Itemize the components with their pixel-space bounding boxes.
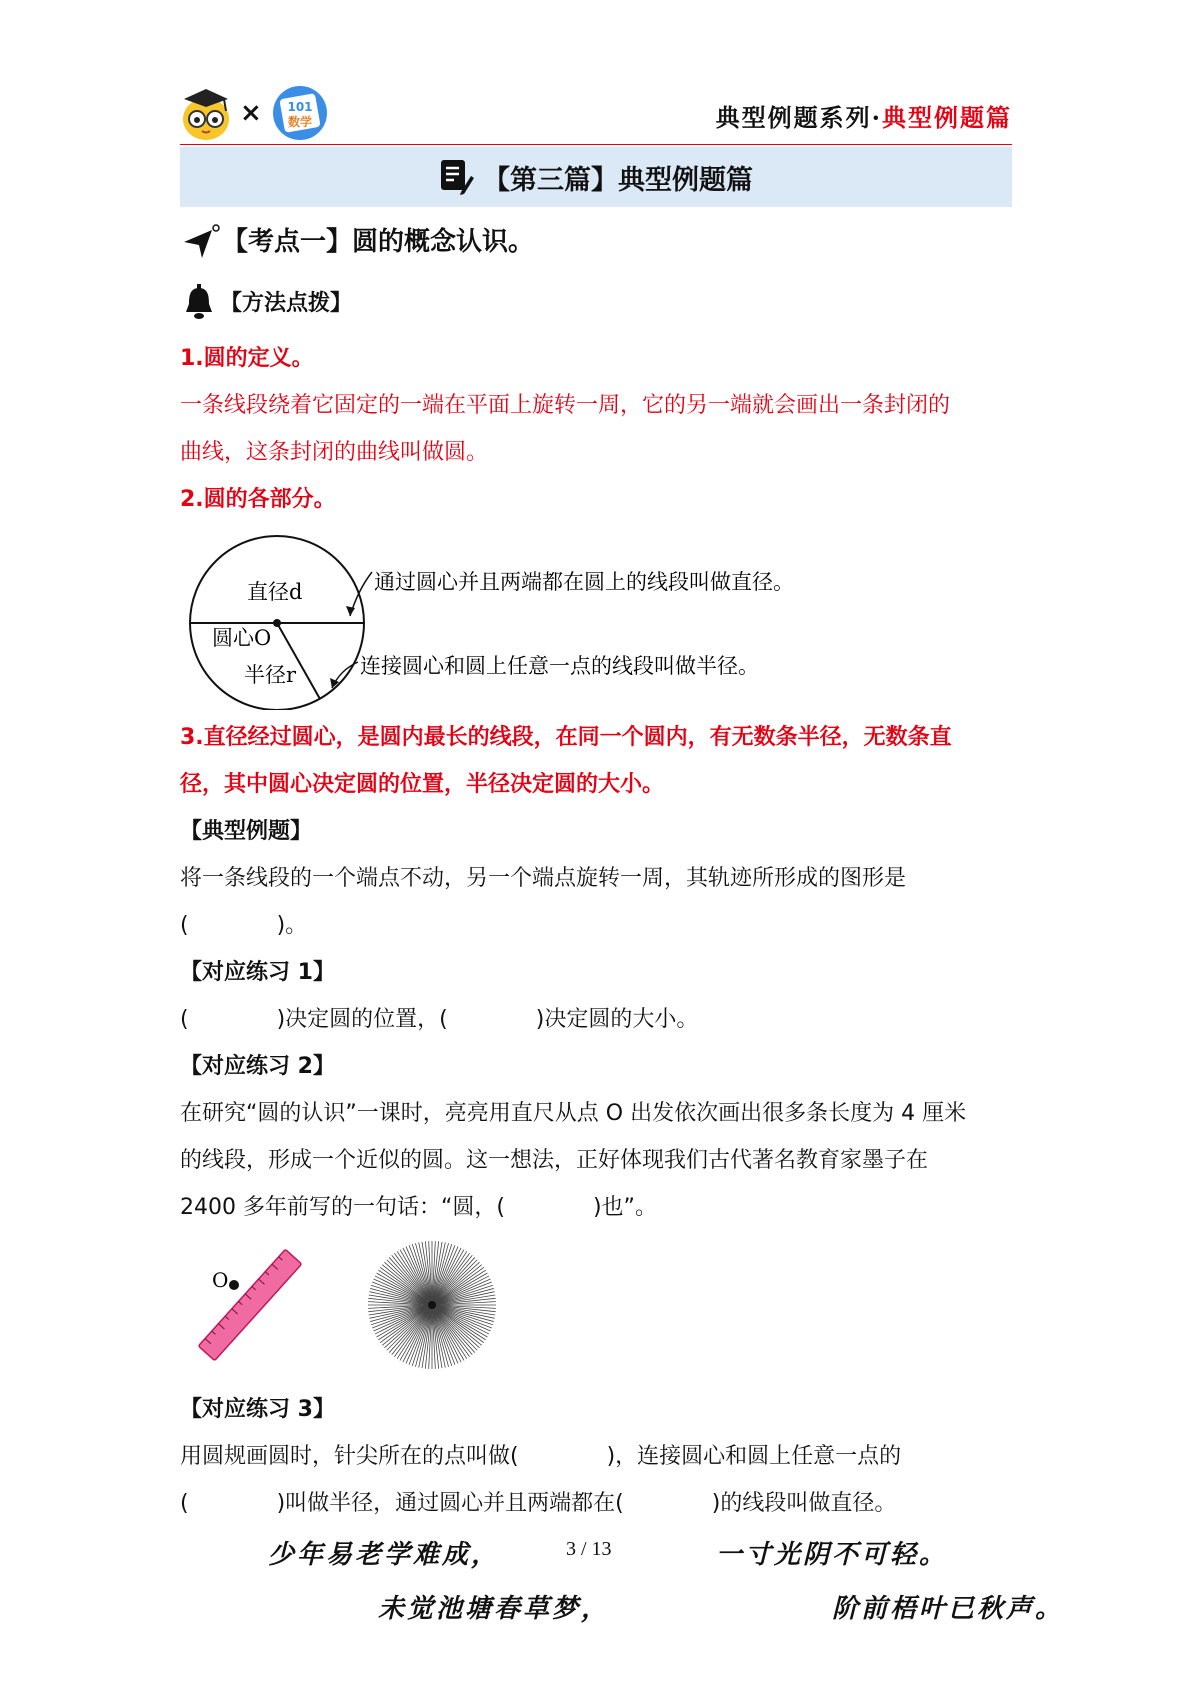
series-title-black: 典型例题系列· xyxy=(715,103,882,132)
example-title: 【典型例题】 xyxy=(180,819,313,844)
banner-title: 【第三篇】典型例题篇 xyxy=(483,164,753,196)
example-line-1: 将一条线段的一个端点不动，另一个端点旋转一周，其轨迹所形成的图形是 xyxy=(180,866,907,891)
logo-text-1: 101 xyxy=(287,100,313,114)
practice-3-title: 【对应练习 3】 xyxy=(180,1397,335,1422)
diameter-note: 通过圆心并且两端都在圆上的线段叫做直径。 xyxy=(374,570,794,594)
practice-3-line-2: ( )叫做半径，通过圆心并且两端都在( )的线段叫做直径。 xyxy=(180,1491,897,1516)
key-point-line-1: 3.直径经过圆心，是圆内最长的线段，在同一个圆内，有无数条半径，无数条直 xyxy=(180,725,952,750)
parts-title: 2.圆的各部分。 xyxy=(180,487,336,512)
practice-2-line-1: 在研究“圆的认识”一课时，亮亮用直尺从点 O 出发依次画出很多条长度为 4 厘米 xyxy=(180,1101,967,1126)
header-divider xyxy=(180,144,1012,145)
footer-poem-2: 一寸光阴不可轻。 xyxy=(716,1540,949,1570)
practice-1-title: 【对应练习 1】 xyxy=(180,960,335,985)
practice-2-line-3: 2400 多年前写的一句话：“圆，( )也”。 xyxy=(180,1195,657,1220)
logo-text-2: 数学 xyxy=(287,115,312,129)
radial-lines-illustration xyxy=(365,1238,500,1373)
footer-poem-1: 少年易老学难成， xyxy=(268,1540,501,1570)
footer-poem-3: 未觉池塘春草梦， xyxy=(378,1594,611,1624)
owl-mascot-icon xyxy=(180,85,232,141)
diameter-label: 直径d xyxy=(247,580,303,604)
radius-line xyxy=(277,623,320,699)
key-point-line-2: 径，其中圆心决定圆的位置，半径决定圆的大小。 xyxy=(180,772,665,797)
method-title: 【方法点拨】 xyxy=(220,291,353,316)
radius-label: 半径r xyxy=(244,663,297,687)
bell-icon xyxy=(184,284,214,320)
math-101-logo-icon xyxy=(270,84,330,142)
notepad-pen-icon xyxy=(439,158,475,196)
times-sign: × xyxy=(240,98,262,128)
kaodian-title: 【考点一】圆的概念认识。 xyxy=(222,227,535,257)
practice-1-line-1: ( )决定圆的位置，( )决定圆的大小。 xyxy=(180,1007,699,1032)
ruler-illustration xyxy=(190,1245,310,1365)
navigation-arrow-icon xyxy=(182,224,222,260)
series-title-red: 典型例题篇 xyxy=(882,103,1012,132)
definition-title: 1.圆的定义。 xyxy=(180,346,314,371)
center-point xyxy=(273,619,281,627)
example-line-2: ( )。 xyxy=(180,913,308,938)
definition-line-1: 一条线段绕着它固定的一端在平面上旋转一周，它的另一端就会画出一条封闭的 xyxy=(180,393,951,418)
definition-line-2: 曲线，这条封闭的曲线叫做圆。 xyxy=(180,440,489,465)
page-number: 3 / 13 xyxy=(566,1538,612,1560)
point-o-dot xyxy=(229,1280,239,1290)
practice-2-title: 【对应练习 2】 xyxy=(180,1054,335,1079)
radius-note: 连接圆心和圆上任意一点的线段叫做半径。 xyxy=(360,654,759,678)
footer-poem-4: 阶前梧叶已秋声。 xyxy=(832,1594,1065,1624)
point-o-label: O xyxy=(212,1268,229,1292)
circle-parts-diagram xyxy=(180,530,820,710)
series-title xyxy=(716,98,1012,133)
header-brand xyxy=(180,84,330,142)
practice-2-line-2: 的线段，形成一个近似的圆。这一想法，正好体现我们古代著名教育家墨子在 xyxy=(180,1148,929,1173)
center-label: 圆心O xyxy=(212,626,272,650)
banner xyxy=(180,147,1012,207)
ruler-icon xyxy=(198,1249,301,1360)
practice-3-line-1: 用圆规画圆时，针尖所在的点叫做( )，连接圆心和圆上任意一点的 xyxy=(180,1444,902,1469)
